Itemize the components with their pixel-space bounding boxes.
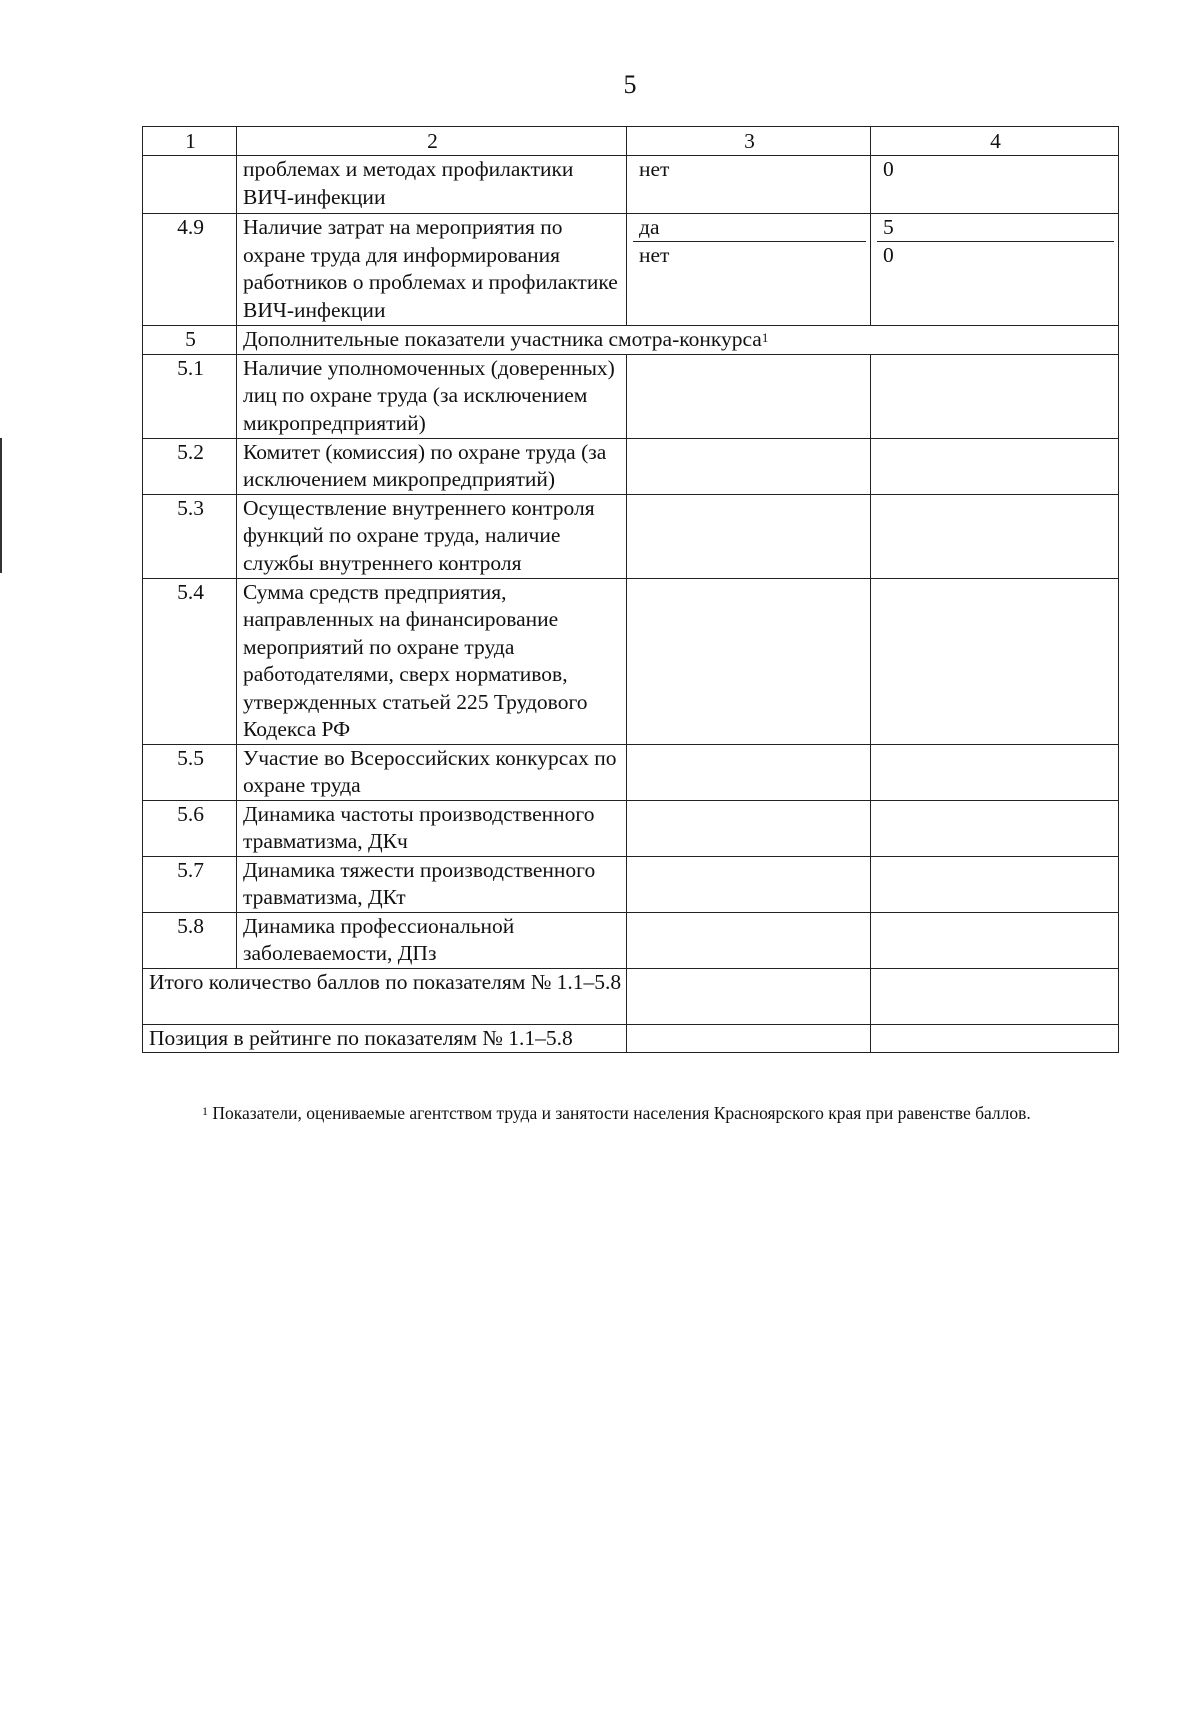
answer-value: нет xyxy=(639,157,670,181)
header-col-2: 2 xyxy=(237,127,627,156)
table-row xyxy=(143,912,1119,968)
footnote xyxy=(142,1100,1118,1126)
total-row xyxy=(143,968,1119,1024)
table-row xyxy=(143,578,1119,744)
answer-value: нет xyxy=(639,243,670,267)
answer-cell xyxy=(627,494,871,578)
row-number: 5.2 xyxy=(143,438,237,494)
row-text: Наличие уполномоченных (доверенных) лиц по охране труда (за исключением микропредприятий) xyxy=(237,354,627,438)
footnote-reference: 1 xyxy=(761,330,769,345)
score-cell xyxy=(871,800,1119,856)
table-row xyxy=(143,438,1119,494)
row-text: Динамика частоты производственного травматизма, ДКч xyxy=(237,800,627,856)
section-title-text: Дополнительные показатели участника смотра-конкурса xyxy=(243,327,762,351)
answer-cell xyxy=(627,856,871,912)
table-row xyxy=(143,156,1119,214)
score-cell xyxy=(871,912,1119,968)
row-number: 5.6 xyxy=(143,800,237,856)
score-value: 5 xyxy=(877,214,1114,242)
score-cell xyxy=(871,438,1119,494)
score-cell xyxy=(871,744,1119,800)
row-number: 5 xyxy=(143,326,237,355)
section-title xyxy=(237,326,1119,355)
row-number: 5.5 xyxy=(143,744,237,800)
answer-cell xyxy=(627,744,871,800)
table-header-row xyxy=(143,127,1119,156)
table-row xyxy=(143,856,1119,912)
row-text: проблемах и методах профилактики ВИЧ-инфекции xyxy=(237,156,627,214)
answer-cell xyxy=(627,354,871,438)
answer-cell xyxy=(627,156,871,214)
position-score-cell xyxy=(871,1024,1119,1053)
row-number xyxy=(143,156,237,214)
row-number: 5.1 xyxy=(143,354,237,438)
footnote-text: Показатели, оцениваемые агентством труда и занятости населения Красноярского края при равенстве баллов. xyxy=(212,1103,1031,1123)
row-number: 5.3 xyxy=(143,494,237,578)
criteria-table xyxy=(142,126,1119,1053)
score-cell xyxy=(871,156,1119,214)
table-row xyxy=(143,354,1119,438)
header-col-4: 4 xyxy=(871,127,1119,156)
row-number: 5.4 xyxy=(143,578,237,744)
position-row xyxy=(143,1024,1119,1053)
score-cell xyxy=(871,578,1119,744)
total-answer-cell xyxy=(627,968,871,1024)
answer-value: да xyxy=(633,214,866,242)
answer-cell xyxy=(627,214,871,326)
score-cell xyxy=(871,354,1119,438)
score-cell xyxy=(871,856,1119,912)
row-text: Осуществление внутреннего контроля функций по охране труда, наличие службы внутреннего контроля xyxy=(237,494,627,578)
row-text: Наличие затрат на мероприятия по охране труда для информирования работников о проблемах и профилактике ВИЧ-инфекции xyxy=(237,214,627,326)
table-row xyxy=(143,744,1119,800)
footnote-mark: 1 xyxy=(202,1104,208,1118)
row-number: 5.8 xyxy=(143,912,237,968)
score-cell xyxy=(871,494,1119,578)
answer-cell xyxy=(627,800,871,856)
row-number: 4.9 xyxy=(143,214,237,326)
total-score-cell xyxy=(871,968,1119,1024)
position-answer-cell xyxy=(627,1024,871,1053)
answer-cell xyxy=(627,438,871,494)
total-label: Итого количество баллов по показателям № 1.1–5.8 xyxy=(143,968,627,1024)
scan-artifact-bar xyxy=(0,438,2,573)
row-text: Динамика профессиональной заболеваемости, ДПз xyxy=(237,912,627,968)
header-col-3: 3 xyxy=(627,127,871,156)
section-row xyxy=(143,326,1119,355)
row-number: 5.7 xyxy=(143,856,237,912)
table-row xyxy=(143,494,1119,578)
table-row xyxy=(143,214,1119,326)
answer-cell xyxy=(627,578,871,744)
page-number: 5 xyxy=(623,70,637,99)
header-col-1: 1 xyxy=(143,127,237,156)
table-row xyxy=(143,800,1119,856)
row-text: Участие во Всероссийских конкурсах по охране труда xyxy=(237,744,627,800)
row-text: Комитет (комиссия) по охране труда (за исключением микропредприятий) xyxy=(237,438,627,494)
score-value: 0 xyxy=(883,157,894,181)
score-cell xyxy=(871,214,1119,326)
position-label: Позиция в рейтинге по показателям № 1.1–5.8 xyxy=(143,1024,627,1053)
answer-cell xyxy=(627,912,871,968)
score-value: 0 xyxy=(883,243,894,267)
row-text: Сумма средств предприятия, направленных на финансирование мероприятий по охране труда работодателями, сверх нормативов, утвержденных статьей 225 Трудового Кодекса РФ xyxy=(237,578,627,744)
row-text: Динамика тяжести производственного травматизма, ДКт xyxy=(237,856,627,912)
